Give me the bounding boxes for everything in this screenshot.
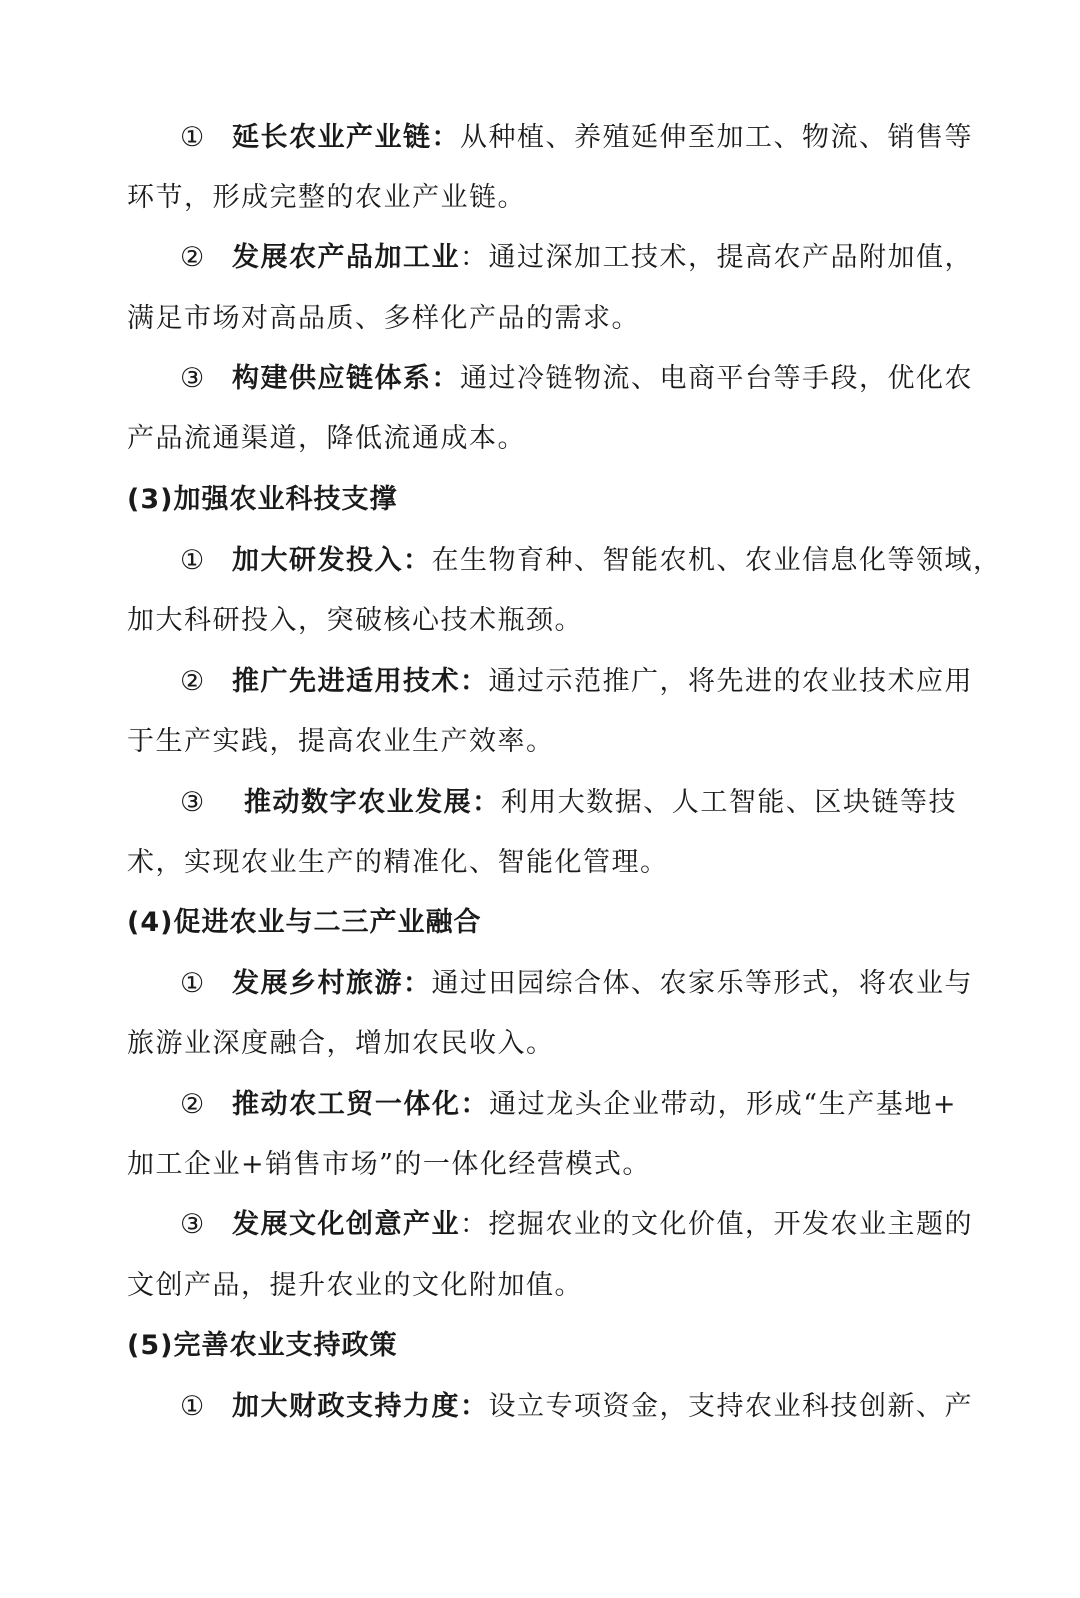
item-continuation: 加工企业+销售市场”的一体化经营模式。 (127, 1149, 651, 1180)
item-term: 延长农业产业链： (232, 122, 460, 153)
item-text: 设立专项资金，支持农业科技创新、产 (488, 1391, 973, 1422)
item-continuation: 旅游业深度融合，增加农民收入。 (127, 1028, 555, 1059)
item-number: ③ (180, 1209, 206, 1240)
item-text: 从种植、养殖延伸至加工、物流、销售等 (460, 122, 973, 153)
item-continuation: 文创产品，提升农业的文化附加值。 (127, 1270, 583, 1301)
item-term: 加大研发投入： (232, 545, 432, 576)
item-term: 发展乡村旅游： (232, 968, 432, 999)
item-term: 发展文化创意产业 (232, 1209, 460, 1240)
item-number: ① (180, 968, 206, 999)
item-text: 通过龙头企业带动，形成“生产基地+ (489, 1089, 957, 1120)
item-number: ② (180, 242, 206, 273)
item-line (180, 1205, 973, 1245)
item-continuation: 术，实现农业生产的精准化、智能化管理。 (127, 847, 669, 878)
item-term: 构建供应链体系： (232, 363, 460, 394)
section-heading: (4)促进农业与二三产业融合 (127, 907, 482, 938)
item-number: ① (180, 545, 206, 576)
item-text: 在生物育种、智能农机、农业信息化等领域， (431, 545, 1002, 576)
item-term: 推广先进适用技术： (232, 666, 489, 697)
section-heading: (3)加强农业科技支撑 (127, 484, 398, 515)
item-text: 通过冷链物流、电商平台等手段，优化农 (460, 363, 973, 394)
item-continuation: 满足市场对高品质、多样化产品的需求。 (127, 303, 640, 334)
item-text: 通过示范推广，将先进的农业技术应用 (488, 666, 973, 697)
item-continuation: 加大科研投入，突破核心技术瓶颈。 (127, 605, 583, 636)
item-term: 推动农工贸一体化： (232, 1089, 490, 1120)
item-number: ③ (180, 363, 206, 394)
item-number: ② (180, 1089, 206, 1120)
item-line (180, 541, 1002, 581)
item-line (180, 662, 973, 702)
item-text: ：通过深加工技术，提高农产品附加值， (460, 242, 973, 273)
item-line (180, 359, 973, 399)
item-continuation: 产品流通渠道，降低流通成本。 (127, 423, 526, 454)
item-number: ① (180, 122, 206, 153)
item-text: 通过田园综合体、农家乐等形式，将农业与 (431, 968, 973, 999)
item-number: ③ (180, 787, 206, 818)
item-continuation: 于生产实践，提高农业生产效率。 (127, 726, 555, 757)
item-continuation: 环节，形成完整的农业产业链。 (127, 182, 526, 213)
item-line (180, 783, 957, 823)
item-line (180, 238, 973, 278)
item-line (180, 1387, 973, 1427)
item-line (180, 118, 973, 158)
section-heading: (5)完善农业支持政策 (127, 1330, 398, 1361)
item-term: 推动数字农业发展： (244, 787, 501, 818)
item-number: ① (180, 1391, 206, 1422)
item-term: 发展农产品加工业 (232, 242, 460, 273)
item-number: ② (180, 666, 206, 697)
item-text: 利用大数据、人工智能、区块链等技 (500, 787, 958, 818)
item-term: 加大财政支持力度： (232, 1391, 489, 1422)
item-line (180, 1085, 957, 1125)
item-line (180, 964, 973, 1004)
item-text: ：挖掘农业的文化价值，开发农业主题的 (460, 1209, 973, 1240)
